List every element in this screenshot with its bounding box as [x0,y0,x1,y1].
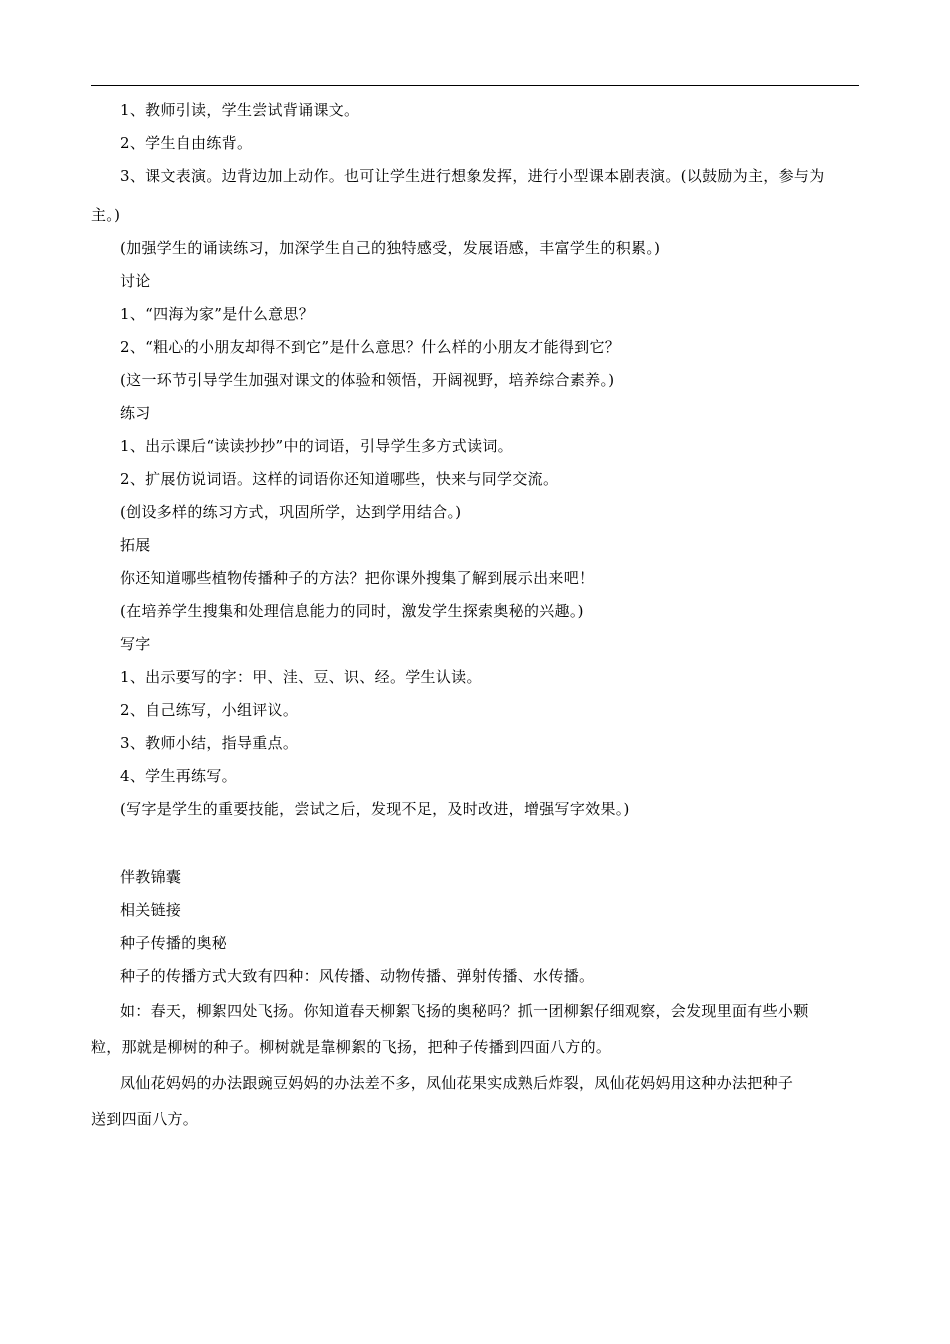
section-heading: 种子传播的奥秘 [120,934,228,952]
text-line: 粒，那就是柳树的种子。柳树就是靠柳絮的飞扬，把种子传播到四面八方的。 [91,1038,612,1056]
note-line: (在培养学生搜集和处理信息能力的同时，激发学生探索奥秘的兴趣。) [120,602,584,620]
section-heading: 练习 [120,404,151,422]
header-rule [91,85,859,86]
section-heading: 写字 [120,635,151,653]
text-line: 1、“四海为家”是什么意思？ [120,305,315,323]
text-line: 凤仙花妈妈的办法跟豌豆妈妈的办法差不多，凤仙花果实成熟后炸裂，凤仙花妈妈用这种办法把种子 [120,1074,794,1092]
text-line: 1、出示课后“读读抄抄”中的词语，引导学生多方式读词。 [120,437,513,455]
note-line: (加强学生的诵读练习，加深学生自己的独特感受，发展语感，丰富学生的积累。) [120,239,661,257]
note-line: (写字是学生的重要技能，尝试之后，发现不足，及时改进，增强写字效果。) [120,800,630,818]
text-line: 2、学生自由练背。 [120,134,253,152]
text-line: 1、教师引读，学生尝试背诵课文。 [120,101,360,119]
text-line: 2、自己练写，小组评议。 [120,701,299,719]
text-line: 1、出示要写的字：甲、洼、豆、识、经。学生认读。 [120,668,482,686]
note-line: (创设多样的练习方式，巩固所学，达到学用结合。) [120,503,462,521]
text-line: 3、教师小结，指导重点。 [120,734,299,752]
text-line: 2、“粗心的小朋友却得不到它”是什么意思？什么样的小朋友才能得到它？ [120,338,621,356]
section-heading: 拓展 [120,536,151,554]
text-line: 种子的传播方式大致有四种：风传播、动物传播、弹射传播、水传播。 [120,967,595,985]
text-line: 送到四面八方。 [91,1110,199,1128]
text-line: 4、学生再练写。 [120,767,237,785]
text-line: 3、课文表演。边背边加上动作。也可让学生进行想象发挥，进行小型课本剧表演。(以鼓励为主，参与为 [120,167,825,185]
text-line: 主。) [91,206,121,224]
section-heading: 相关链接 [120,901,182,919]
text-line: 2、扩展仿说词语。这样的词语你还知道哪些，快来与同学交流。 [120,470,559,488]
note-line: (这一环节引导学生加强对课文的体验和领悟，开阔视野，培养综合素养。) [120,371,615,389]
text-line: 如：春天，柳絮四处飞扬。你知道春天柳絮飞扬的奥秘吗？抓一团柳絮仔细观察，会发现里面有些小颗 [120,1002,809,1020]
text-line: 你还知道哪些植物传播种子的方法？把你课外搜集了解到展示出来吧！ [120,569,595,587]
section-heading: 讨论 [120,272,151,290]
section-heading: 伴教锦囊 [120,868,182,886]
